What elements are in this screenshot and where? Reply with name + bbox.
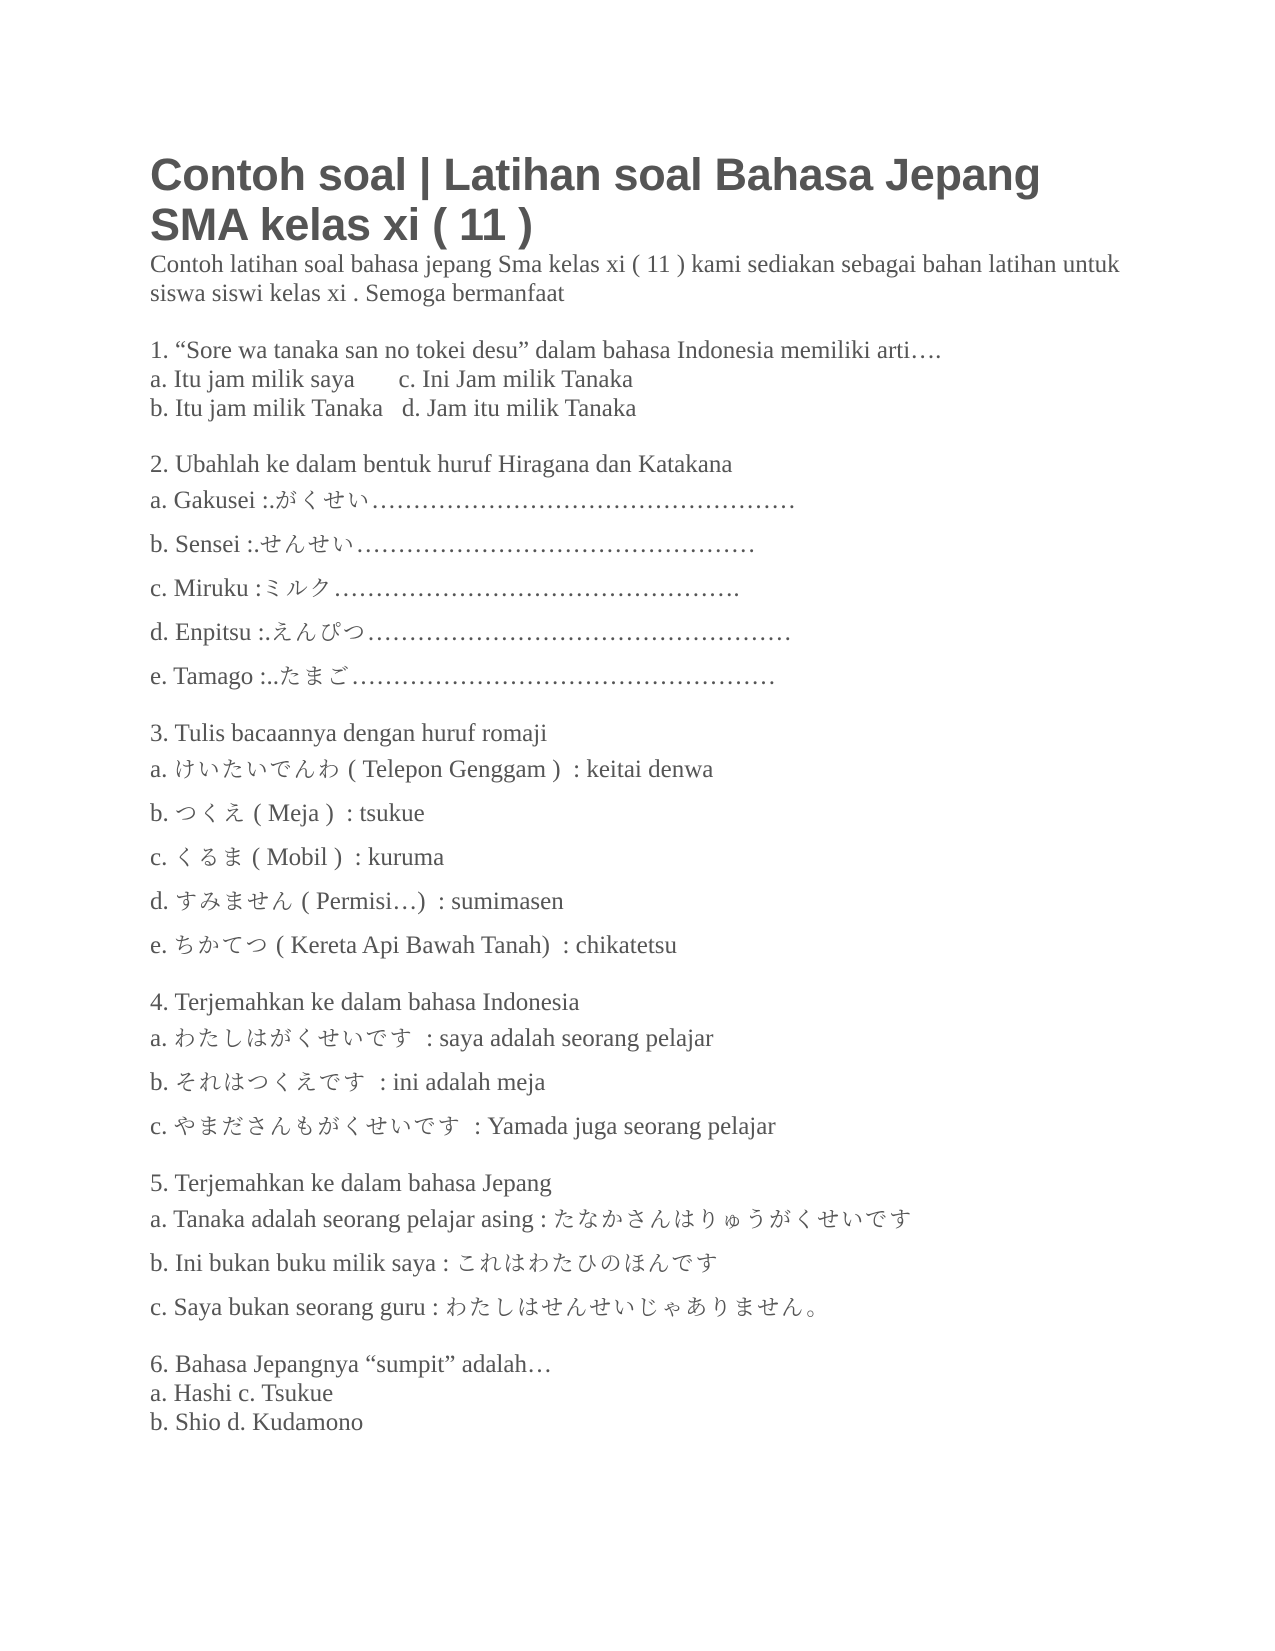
answer-options-row: a. Hashi c. Tsukue (150, 1380, 334, 1407)
question-1 (150, 336, 1140, 423)
answer-options-row: a. Itu jam milik saya c. Ini Jam milik Tanaka (150, 366, 634, 393)
list-item (150, 1105, 1140, 1149)
item-prefix: a. Gakusei :. (150, 487, 275, 514)
item-prefix: b. (150, 800, 175, 827)
item-suffix: …………………………………………… (366, 619, 792, 646)
japanese-text: やまださんもがくせいです (173, 1115, 462, 1140)
list-item (150, 748, 1140, 792)
question-heading: 1. “Sore wa tanaka san no tokei desu” dalam bahasa Indonesia memiliki arti…. (150, 337, 942, 364)
item-suffix: : saya adalah seorang pelajar (413, 1025, 714, 1052)
item-suffix: ( Mobil ) : kuruma (245, 844, 445, 871)
japanese-text: がくせい (274, 489, 371, 514)
japanese-text: これはわたひのほんです (455, 1252, 720, 1277)
item-suffix: ( Kereta Api Bawah Tanah) : chikatetsu (269, 932, 677, 959)
list-item (150, 567, 1140, 611)
item-prefix: d. (150, 888, 175, 915)
question-6 (150, 1350, 1140, 1437)
question-2 (150, 450, 1140, 699)
japanese-text: つくえ (175, 802, 248, 827)
list-item (150, 1061, 1140, 1105)
item-prefix: a. Tanaka adalah seorang pelajar asing : (150, 1206, 554, 1233)
question-heading: 6. Bahasa Jepangnya “sumpit” adalah… (150, 1351, 552, 1378)
japanese-text: それはつくえです (175, 1071, 368, 1096)
question-3 (150, 719, 1140, 968)
question-heading: 5. Terjemahkan ke dalam bahasa Jepang (150, 1170, 552, 1197)
japanese-text: えんぴつ (270, 621, 367, 646)
list-item (150, 924, 1140, 968)
list-item (150, 523, 1140, 567)
list-item (150, 880, 1140, 924)
japanese-text: たまご (279, 665, 352, 690)
item-suffix: ( Permisi…) : sumimasen (295, 888, 564, 915)
item-prefix: b. Ini bukan buku milik saya : (150, 1250, 456, 1277)
answer-options-row: b. Shio d. Kudamono (150, 1409, 364, 1436)
item-suffix: …………………………………………… (370, 487, 796, 514)
list-item (150, 655, 1140, 699)
item-suffix: : Yamada juga seorang pelajar (461, 1113, 776, 1140)
japanese-text: わたしはがくせいです (173, 1027, 414, 1052)
question-5 (150, 1169, 1140, 1330)
item-prefix: d. Enpitsu :. (150, 619, 271, 646)
item-prefix: e. Tamago :.. (150, 663, 280, 690)
intro-paragraph: Contoh latihan soal bahasa jepang Sma kelas xi ( 11 ) kami sediakan sebagai bahan latihan untuk siswa siswi kelas xi . Semoga bermanfaat (150, 251, 1120, 307)
list-item (150, 479, 1140, 523)
list-item (150, 1198, 1140, 1242)
page-title: Contoh soal | Latihan soal Bahasa Jepang SMA kelas xi ( 11 ) (150, 149, 1041, 250)
item-suffix: ………………………………………… (355, 531, 756, 558)
list-item (150, 792, 1140, 836)
item-suffix: ( Meja ) : tsukue (247, 800, 425, 827)
item-prefix: c. Saya bukan seorang guru : (150, 1294, 446, 1321)
japanese-text: すみません (175, 890, 296, 915)
item-prefix: c. Miruku : (150, 575, 262, 602)
item-prefix: b. Sensei :. (150, 531, 260, 558)
item-suffix: ( Telepon Genggam ) : keitai denwa (341, 756, 714, 783)
item-prefix: c. (150, 844, 174, 871)
item-prefix: e. (150, 932, 174, 959)
item-suffix: : ini adalah meja (367, 1069, 546, 1096)
document-page (150, 150, 1140, 1437)
japanese-text: くるま (173, 846, 246, 871)
item-prefix: c. (150, 1113, 174, 1140)
item-prefix: b. (150, 1069, 175, 1096)
item-prefix: a. (150, 756, 174, 783)
question-heading: 2. Ubahlah ke dalam bentuk huruf Hiragana dan Katakana (150, 451, 733, 478)
list-item (150, 1017, 1140, 1061)
list-item (150, 1242, 1140, 1286)
japanese-text: たなかさんはりゅうがくせいです (553, 1208, 914, 1233)
question-heading: 3. Tulis bacaannya dengan huruf romaji (150, 720, 548, 747)
japanese-text: せんせい (259, 533, 356, 558)
item-suffix: …………………………………………. (333, 575, 740, 602)
item-prefix: a. (150, 1025, 174, 1052)
list-item (150, 1286, 1140, 1330)
japanese-text: けいたいでんわ (173, 758, 342, 783)
japanese-text: ミルク (261, 577, 334, 602)
answer-options-row: b. Itu jam milik Tanaka d. Jam itu milik Tanaka (150, 395, 637, 422)
item-suffix: …………………………………………… (351, 663, 777, 690)
list-item (150, 611, 1140, 655)
japanese-text: ちかてつ (173, 934, 270, 959)
question-heading: 4. Terjemahkan ke dalam bahasa Indonesia (150, 989, 580, 1016)
question-4 (150, 988, 1140, 1149)
list-item (150, 836, 1140, 880)
japanese-text: わたしはせんせいじゃありません。 (445, 1296, 831, 1321)
